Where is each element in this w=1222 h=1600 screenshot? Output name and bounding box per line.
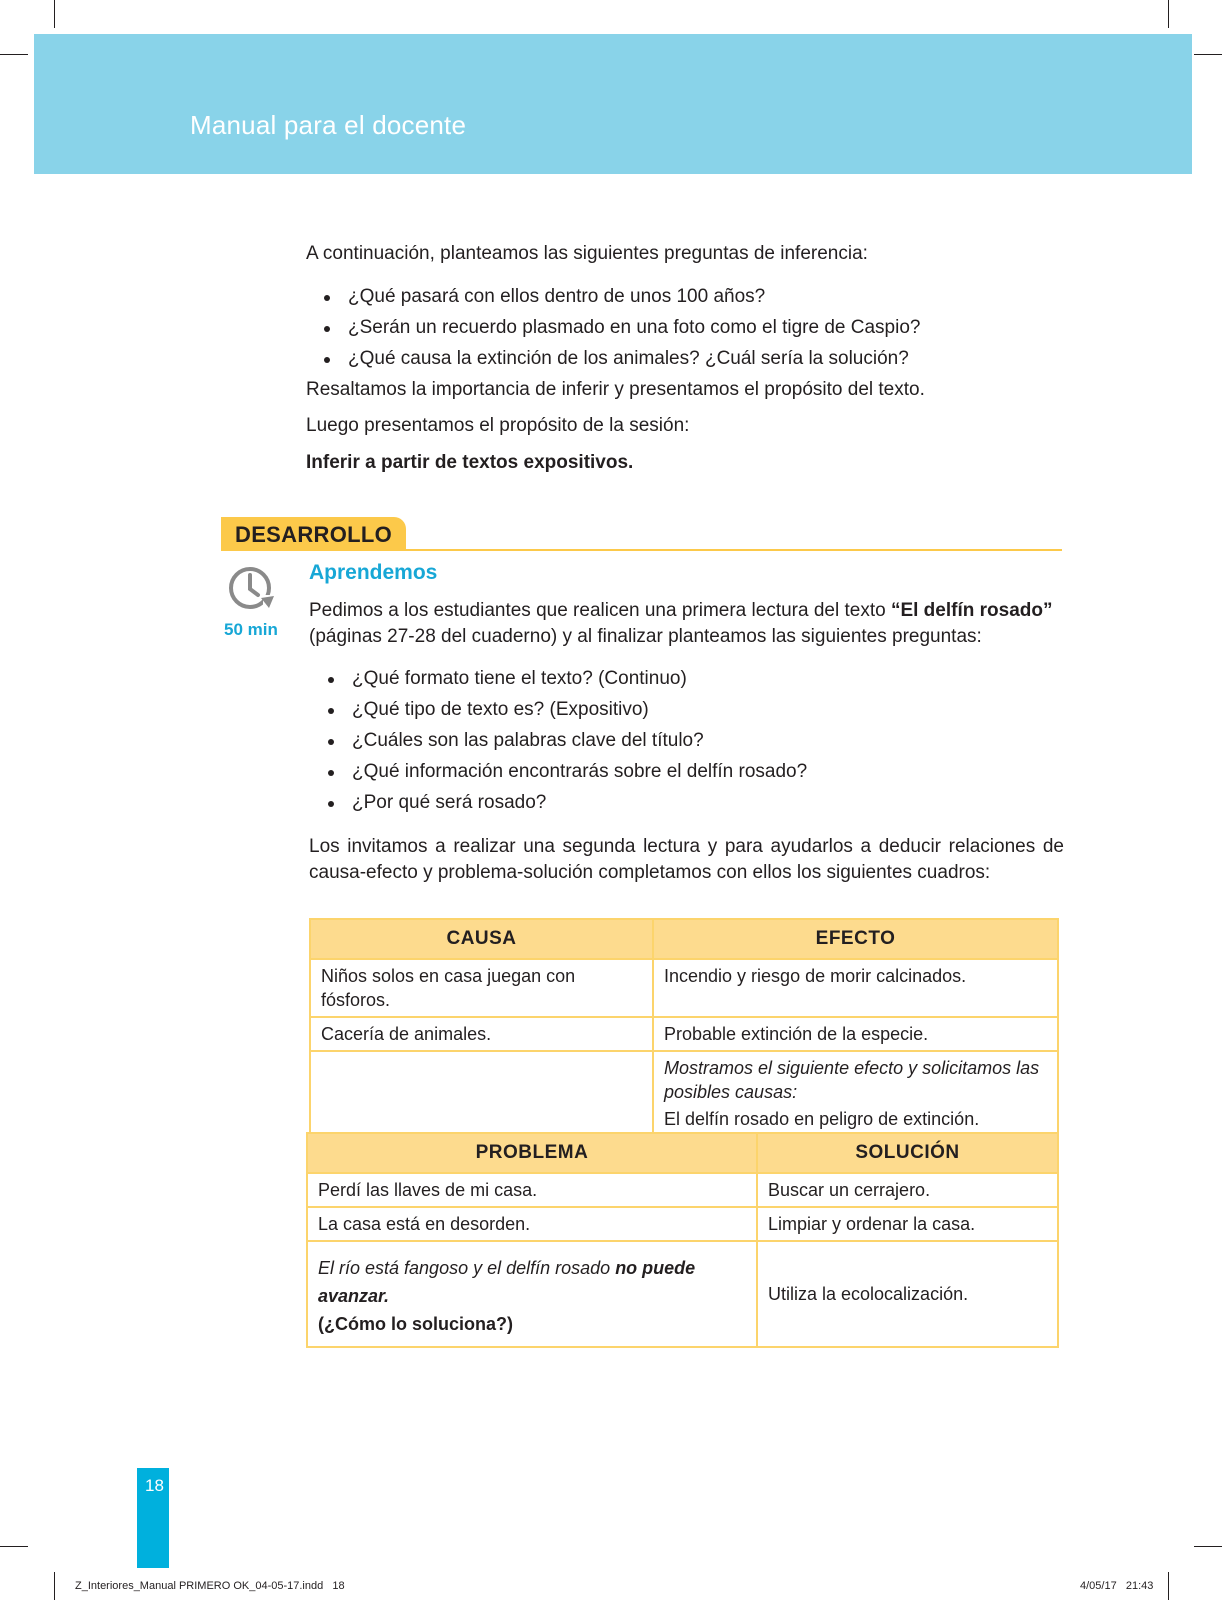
section-paragraph: Los invitamos a realizar una segunda lectura y para ayudarlos a deducir relaciones de causa-efecto y problema-solución completamos con ellos los siguientes cuadros:	[309, 836, 1064, 883]
table-row	[307, 1241, 1058, 1347]
crop-mark	[1168, 0, 1169, 28]
cause-effect-table	[309, 918, 1059, 1137]
table-row	[310, 1017, 1058, 1051]
list-item: ¿Qué formato tiene el texto? (Continuo)	[326, 666, 807, 697]
table-row	[307, 1207, 1058, 1241]
intro-paragraph: Luego presentamos el propósito de la sesión:	[306, 415, 690, 436]
table-cell	[307, 1241, 757, 1347]
problem-question: (¿Cómo lo soluciona?)	[318, 1314, 513, 1334]
table-header: CAUSA	[310, 919, 653, 959]
duration-label: 50 min	[224, 620, 278, 639]
section-title: DESARROLLO	[221, 517, 406, 550]
crop-mark	[54, 1572, 55, 1600]
effect-text: El delfín rosado en peligro de extinción.	[664, 1109, 980, 1129]
table-cell	[310, 1051, 653, 1136]
intro-question-list	[322, 284, 920, 377]
table-cell: La casa está en desorden.	[307, 1207, 757, 1241]
problem-text: El río está fangoso y el delfín rosado	[318, 1258, 616, 1278]
table-cell: Probable extinción de la especie.	[653, 1017, 1058, 1051]
table-cell	[653, 1051, 1058, 1136]
list-item: ¿Cuáles son las palabras clave del título?	[326, 728, 807, 759]
crop-mark	[1194, 54, 1222, 55]
crop-mark	[54, 0, 55, 28]
header-band	[34, 34, 1192, 174]
footer-file-info: Z_Interiores_Manual PRIMERO OK_04-05-17.indd 18	[75, 1580, 345, 1592]
text-title: “El delfín rosado”	[890, 600, 1053, 621]
table-cell: Buscar un cerrajero.	[757, 1173, 1058, 1207]
paragraph-text: (páginas 27-28 del cuaderno) y al finalizar planteamos las siguientes preguntas:	[309, 626, 982, 647]
crop-mark	[1194, 1546, 1222, 1547]
crop-mark	[0, 1546, 28, 1547]
crop-mark	[1168, 1572, 1169, 1600]
table-cell: Cacería de animales.	[310, 1017, 653, 1051]
table-row	[310, 959, 1058, 1017]
section-question-list	[326, 666, 807, 821]
list-item: ¿Qué información encontrarás sobre el delfín rosado?	[326, 759, 807, 790]
section-divider	[221, 549, 1062, 551]
intro-lead: A continuación, planteamos las siguientes preguntas de inferencia:	[306, 243, 868, 264]
list-item: ¿Qué tipo de texto es? (Expositivo)	[326, 697, 807, 728]
page-number: 18	[145, 1476, 164, 1495]
header-title: Manual para el docente	[190, 110, 467, 140]
problem-solution-table	[306, 1132, 1059, 1348]
section-paragraph	[309, 598, 1064, 650]
crop-mark	[0, 54, 28, 55]
table-cell: Limpiar y ordenar la casa.	[757, 1207, 1058, 1241]
table-header: SOLUCIÓN	[757, 1133, 1058, 1173]
table-row	[310, 1051, 1058, 1136]
list-item: ¿Qué pasará con ellos dentro de unos 100 años?	[322, 284, 920, 315]
footer-date: 4/05/17 21:43	[1080, 1580, 1154, 1592]
list-item: ¿Qué causa la extinción de los animales? ¿Cuál sería la solución?	[322, 346, 920, 377]
table-cell: Incendio y riesgo de morir calcinados.	[653, 959, 1058, 1017]
subsection-title: Aprendemos	[309, 561, 438, 584]
instruction-text: Mostramos el siguiente efecto y solicitamos las posibles causas:	[664, 1058, 1040, 1102]
purpose-statement: Inferir a partir de textos expositivos.	[306, 452, 634, 473]
problem-emphasis: no puede avanzar.	[318, 1258, 696, 1306]
table-cell: Perdí las llaves de mi casa.	[307, 1173, 757, 1207]
table-header: PROBLEMA	[307, 1133, 757, 1173]
table-row	[307, 1173, 1058, 1207]
table-cell: Niños solos en casa juegan con fósforos.	[310, 959, 653, 1017]
table-header: EFECTO	[653, 919, 1058, 959]
intro-paragraph: Resaltamos la importancia de inferir y presentamos el propósito del texto.	[306, 379, 925, 400]
list-item: ¿Serán un recuerdo plasmado en una foto como el tigre de Caspio?	[322, 315, 920, 346]
paragraph-text: Pedimos a los estudiantes que realicen una primera lectura del texto	[309, 600, 891, 621]
clock-icon	[227, 562, 277, 612]
list-item: ¿Por qué será rosado?	[326, 790, 807, 821]
table-cell: Utiliza la ecolocalización.	[757, 1241, 1058, 1347]
